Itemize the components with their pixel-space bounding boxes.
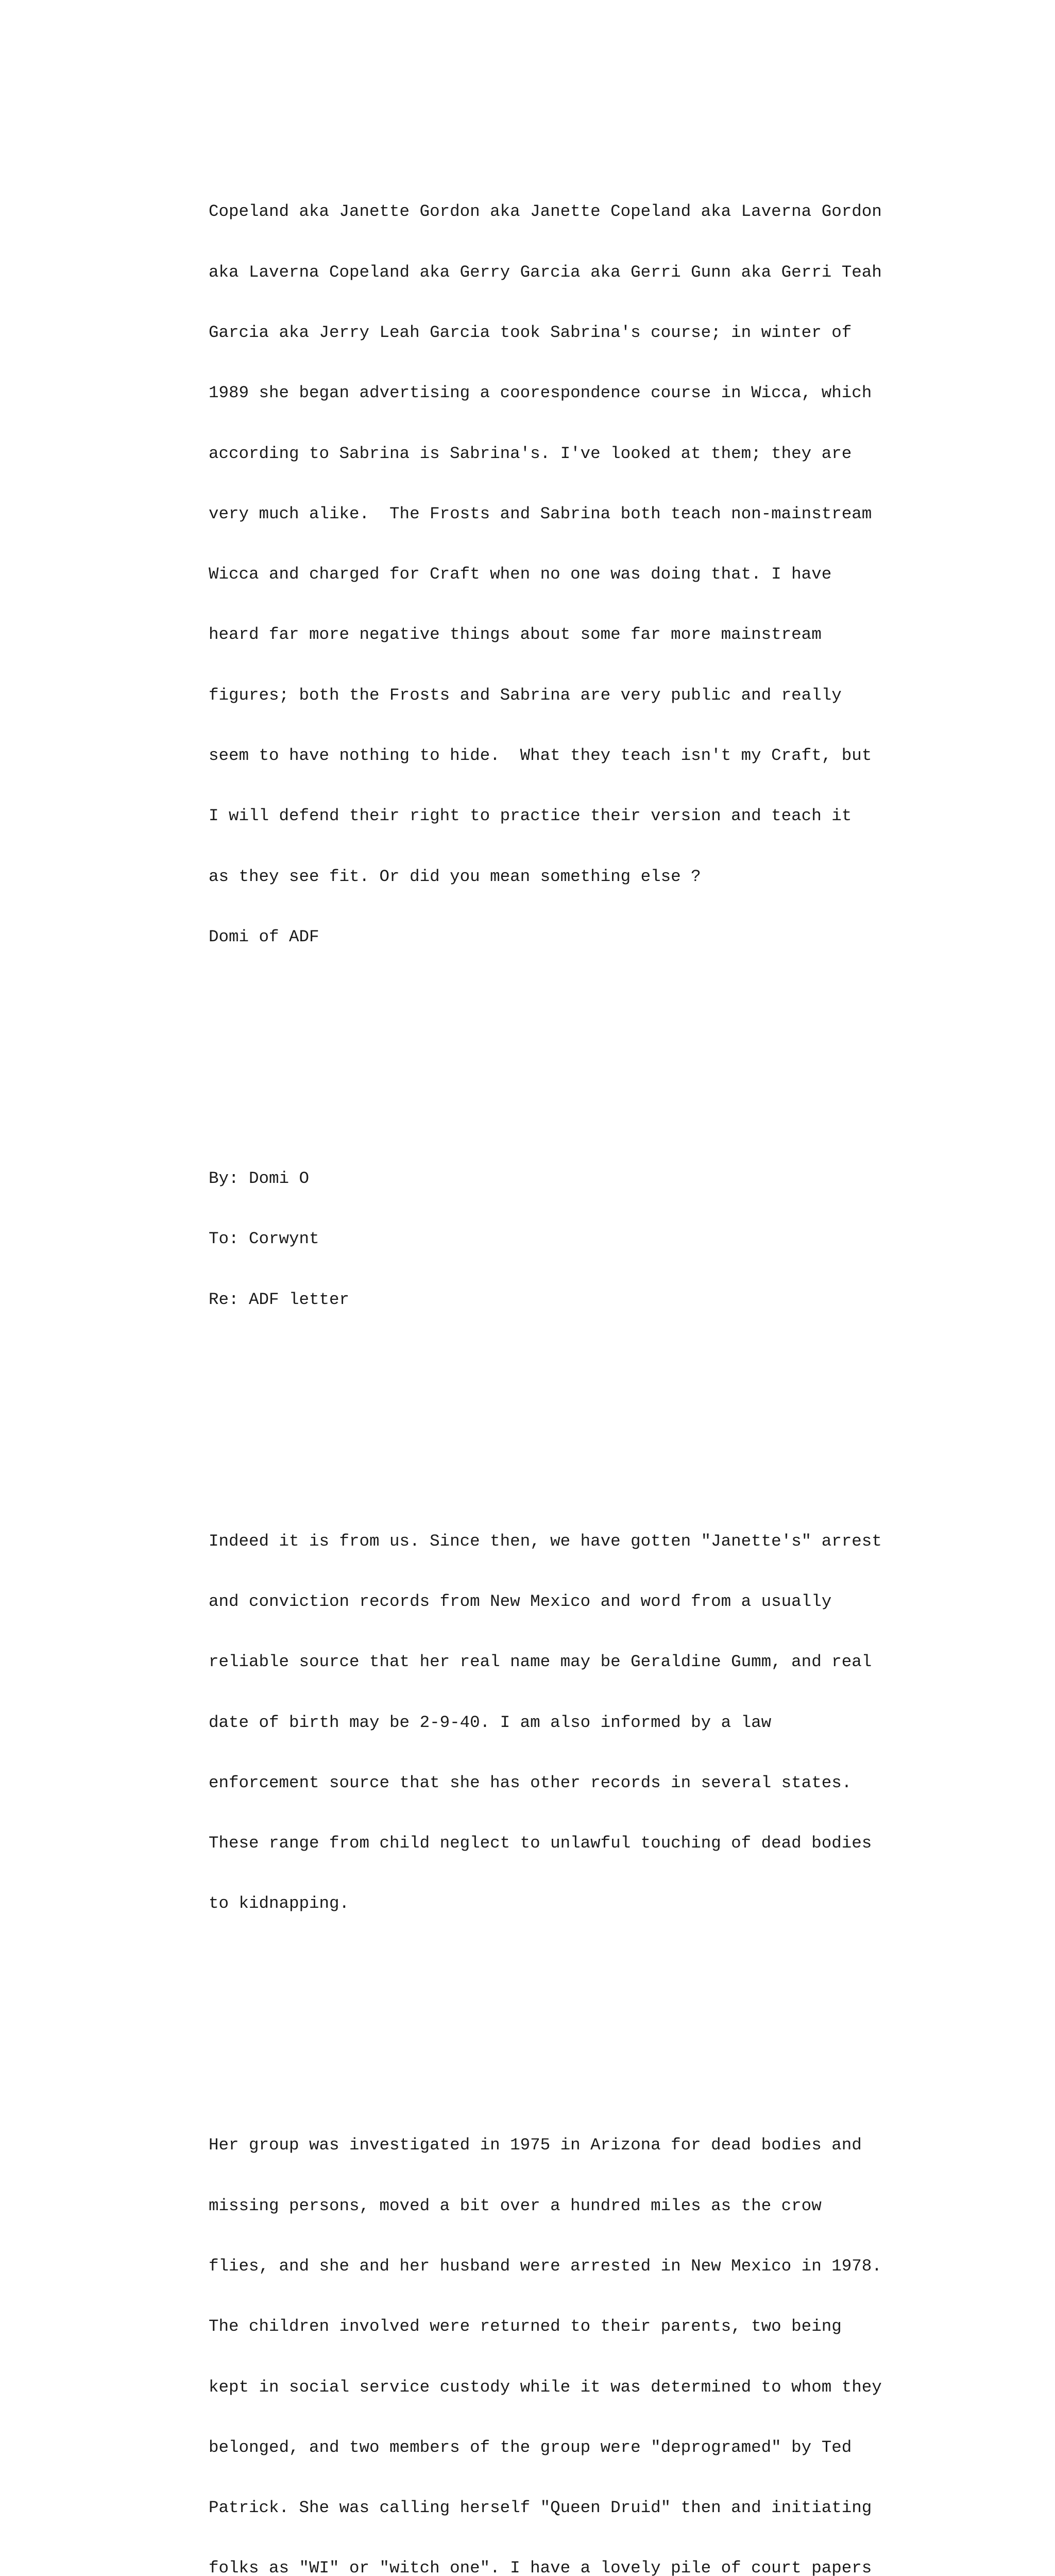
blank-line: [209, 2014, 961, 2035]
text-line: I will defend their right to practice their version and teach it: [209, 806, 852, 826]
document-page: [209, 101, 961, 2576]
text-line: heard far more negative things about some far more mainstream: [209, 625, 822, 645]
header-re: Re: ADF letter: [209, 1290, 350, 1309]
text-line: These range from child neglect to unlawful touching of dead bodies: [209, 1834, 872, 1853]
text-line: seem to have nothing to hide. What they teach isn't my Craft, but: [209, 746, 872, 765]
blank-line: [209, 1410, 961, 1430]
text-line: belonged, and two members of the group were "deprogramed" by Ted: [209, 2437, 852, 2457]
text-line: date of birth may be 2-9-40. I am also informed by a law: [209, 1713, 772, 1732]
text-line: Wicca and charged for Craft when no one was doing that. I have: [209, 565, 832, 584]
blank-line: [209, 1047, 961, 1067]
text-line: to kidnapping.: [209, 1894, 350, 1913]
text-line: Copeland aka Janette Gordon aka Janette Copeland aka Laverna Gordon: [209, 202, 882, 222]
signoff-line: Domi of ADF: [209, 927, 319, 946]
text-line: reliable source that her real name may be Geraldine Gumm, and real: [209, 1652, 872, 1672]
text-line: according to Sabrina is Sabrina's. I've looked at them; they are: [209, 444, 852, 463]
header-to: To: Corwynt: [209, 1229, 319, 1249]
header-by: By: Domi O: [209, 1168, 310, 1188]
text-line: missing persons, moved a bit over a hundred miles as the crow: [209, 2196, 822, 2215]
message-header: [209, 1128, 961, 1350]
text-line: The children involved were returned to their parents, two being: [209, 2317, 842, 2336]
text-line: aka Laverna Copeland aka Gerry Garcia aka Gerri Gunn aka Gerri Teah: [209, 262, 882, 282]
text-line: enforcement source that she has other records in several states.: [209, 1773, 852, 1792]
text-line: Indeed it is from us. Since then, we have gotten "Janette's" arrest: [209, 1531, 882, 1551]
text-line: folks as "WI" or "witch one". I have a lovely pile of court papers: [209, 2558, 872, 2576]
text-line: Garcia aka Jerry Leah Garcia took Sabrina's course; in winter of: [209, 323, 852, 343]
text-line: and conviction records from New Mexico and word from a usually: [209, 1591, 832, 1611]
text-line: figures; both the Frosts and Sabrina are very public and really: [209, 685, 842, 705]
paragraph-aliases: [209, 161, 961, 987]
paragraph-investigation: [209, 2095, 961, 2576]
text-line: Patrick. She was calling herself "Queen Druid" then and initiating: [209, 2498, 872, 2518]
text-line: Her group was investigated in 1975 in Arizona for dead bodies and: [209, 2136, 862, 2155]
text-line: flies, and she and her husband were arrested in New Mexico in 1978.: [209, 2257, 882, 2276]
text-line: as they see fit. Or did you mean something else ?: [209, 867, 701, 886]
text-line: 1989 she began advertising a coorespondence course in Wicca, which: [209, 383, 872, 403]
paragraph-records: [209, 1490, 961, 1954]
text-line: kept in social service custody while it was determined to whom they: [209, 2377, 882, 2397]
text-line: very much alike. The Frosts and Sabrina both teach non-mainstream: [209, 504, 872, 523]
